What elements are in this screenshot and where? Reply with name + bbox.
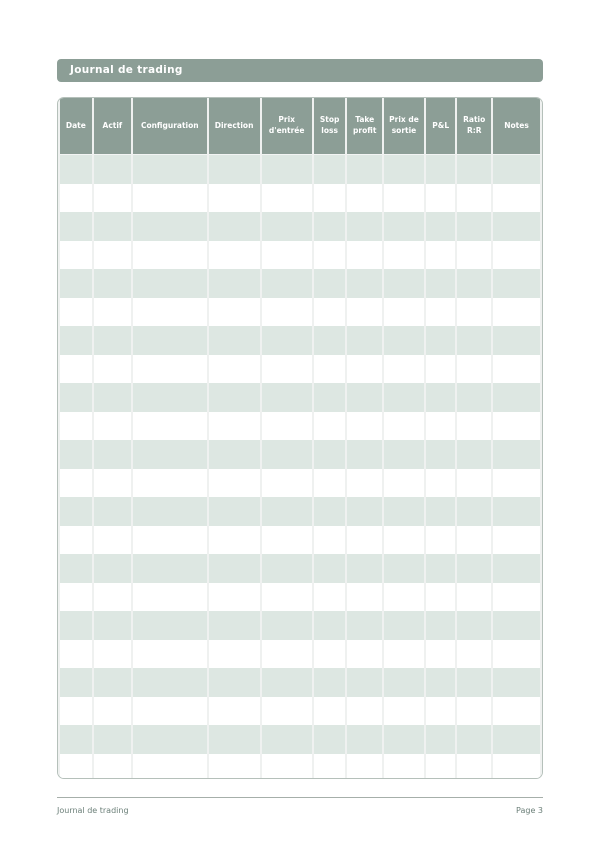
table-row [60,526,540,555]
table-cell [133,241,207,270]
table-cell [262,697,312,726]
table-cell [384,241,424,270]
table-cell [457,611,491,640]
table-row [60,212,540,241]
table-cell [209,583,260,612]
table-cell [493,611,540,640]
table-cell [426,184,455,213]
table-cell [94,241,131,270]
table-cell [133,440,207,469]
table-cell [209,155,260,184]
table-cell [314,611,346,640]
table-cell [209,412,260,441]
table-cell [347,611,382,640]
table-cell [493,583,540,612]
table-cell [493,697,540,726]
table-cell [133,526,207,555]
table-cell [94,269,131,298]
table-cell [133,298,207,327]
table-cell [384,583,424,612]
table-cell [457,269,491,298]
table-cell [384,697,424,726]
table-cell [60,640,92,669]
table-cell [384,526,424,555]
table-cell [133,184,207,213]
table-cell [133,383,207,412]
table-cell [384,212,424,241]
table-row [60,725,540,754]
table-cell [426,269,455,298]
table-cell [133,497,207,526]
table-cell [94,184,131,213]
page-footer [57,806,543,815]
table-cell [60,155,92,184]
table-cell [347,754,382,780]
table-cell [94,611,131,640]
table-cell [426,497,455,526]
table-cell [262,640,312,669]
table-cell [209,725,260,754]
table-cell [60,383,92,412]
table-cell [94,697,131,726]
table-cell [133,155,207,184]
table-cell [314,326,346,355]
table-cell [457,554,491,583]
table-cell [94,668,131,697]
table-cell [133,640,207,669]
table-cell [384,298,424,327]
table-cell [347,668,382,697]
table-cell [133,611,207,640]
table-cell [94,754,131,780]
table-cell [94,155,131,184]
table-cell [384,611,424,640]
table-cell [347,241,382,270]
table-cell [209,611,260,640]
table-cell [60,668,92,697]
table-cell [262,355,312,384]
table-cell [314,725,346,754]
table-cell [60,526,92,555]
table-cell [60,754,92,780]
table-cell [133,326,207,355]
table-cell [457,155,491,184]
table-cell [314,668,346,697]
table-cell [457,526,491,555]
trading-journal-table-container [57,97,543,779]
column-header: Ratio R:R [457,98,491,155]
table-cell [262,155,312,184]
table-cell [314,497,346,526]
table-cell [94,298,131,327]
table-cell [94,554,131,583]
table-cell [426,611,455,640]
table-cell [209,269,260,298]
table-cell [384,640,424,669]
table-cell [426,640,455,669]
table-cell [262,269,312,298]
table-cell [347,440,382,469]
table-cell [347,326,382,355]
table-cell [209,241,260,270]
table-cell [133,355,207,384]
table-cell [457,754,491,780]
table-cell [94,640,131,669]
table-cell [493,668,540,697]
table-cell [94,383,131,412]
table-cell [457,212,491,241]
table-cell [426,697,455,726]
table-cell [457,326,491,355]
trading-journal-table [58,98,542,779]
table-cell [60,497,92,526]
table-cell [262,469,312,498]
table-row [60,241,540,270]
table-cell [493,754,540,780]
table-cell [209,526,260,555]
table-cell [347,725,382,754]
table-row [60,611,540,640]
table-cell [384,269,424,298]
table-cell [384,668,424,697]
table-cell [60,298,92,327]
table-cell [94,355,131,384]
table-cell [347,269,382,298]
table-cell [94,412,131,441]
table-cell [262,725,312,754]
table-cell [493,298,540,327]
table-cell [60,583,92,612]
table-row [60,583,540,612]
table-row [60,640,540,669]
table-cell [209,383,260,412]
column-header: Actif [94,98,131,155]
table-cell [426,583,455,612]
table-cell [457,298,491,327]
column-header: Notes [493,98,540,155]
table-cell [209,640,260,669]
table-row [60,298,540,327]
table-cell [493,526,540,555]
table-cell [493,412,540,441]
table-cell [314,583,346,612]
table-cell [493,326,540,355]
table-cell [384,383,424,412]
footer-divider [57,797,543,798]
table-cell [426,241,455,270]
table-cell [133,583,207,612]
table-cell [133,212,207,241]
table-cell [209,440,260,469]
table-cell [493,640,540,669]
table-row [60,184,540,213]
table-cell [457,697,491,726]
table-row [60,469,540,498]
table-cell [384,725,424,754]
table-cell [314,469,346,498]
table-cell [314,241,346,270]
table-row [60,668,540,697]
table-cell [209,298,260,327]
table-cell [94,526,131,555]
table-cell [314,155,346,184]
table-cell [94,469,131,498]
table-cell [262,583,312,612]
table-row [60,497,540,526]
table-cell [457,355,491,384]
table-cell [426,383,455,412]
table-cell [262,298,312,327]
table-cell [493,355,540,384]
table-row [60,697,540,726]
table-cell [262,184,312,213]
table-row [60,440,540,469]
table-cell [457,241,491,270]
table-row [60,554,540,583]
table-cell [457,725,491,754]
table-cell [133,754,207,780]
table-row [60,326,540,355]
table-cell [314,212,346,241]
table-cell [384,754,424,780]
table-cell [133,697,207,726]
table-cell [457,469,491,498]
table-cell [384,440,424,469]
table-cell [347,497,382,526]
table-cell [384,184,424,213]
table-cell [457,440,491,469]
table-cell [457,184,491,213]
table-cell [262,754,312,780]
table-cell [384,554,424,583]
table-cell [493,554,540,583]
table-cell [426,440,455,469]
column-header: Date [60,98,92,155]
table-cell [426,754,455,780]
table-cell [94,440,131,469]
table-cell [426,412,455,441]
table-row [60,412,540,441]
table-cell [457,497,491,526]
table-header-row [60,98,540,155]
table-cell [133,412,207,441]
table-cell [262,611,312,640]
table-cell [347,526,382,555]
table-cell [60,326,92,355]
table-cell [347,383,382,412]
table-cell [314,440,346,469]
table-cell [133,269,207,298]
table-cell [314,355,346,384]
table-header [60,98,540,155]
table-cell [262,497,312,526]
table-cell [426,298,455,327]
table-cell [262,412,312,441]
table-cell [384,497,424,526]
column-header: P&L [426,98,455,155]
table-cell [347,298,382,327]
table-cell [384,326,424,355]
table-cell [347,184,382,213]
table-cell [209,554,260,583]
table-cell [133,725,207,754]
table-cell [426,155,455,184]
table-cell [314,184,346,213]
table-cell [209,469,260,498]
table-cell [493,212,540,241]
table-cell [426,725,455,754]
table-cell [347,355,382,384]
table-cell [457,640,491,669]
column-header: Direction [209,98,260,155]
table-cell [60,725,92,754]
table-cell [262,526,312,555]
footer-document-name: Journal de trading [57,806,129,815]
table-cell [347,469,382,498]
column-header: Configuration [133,98,207,155]
column-header: Prix d'entrée [262,98,312,155]
table-cell [347,697,382,726]
table-cell [209,668,260,697]
table-cell [457,583,491,612]
table-row [60,155,540,184]
page-title: Journal de trading [57,59,543,82]
column-header: Prix de sortie [384,98,424,155]
table-cell [94,725,131,754]
table-cell [60,554,92,583]
table-cell [347,412,382,441]
table-cell [384,355,424,384]
column-header: Take profit [347,98,382,155]
table-cell [314,383,346,412]
table-cell [94,583,131,612]
table-cell [493,383,540,412]
table-cell [60,241,92,270]
table-cell [314,526,346,555]
table-cell [94,497,131,526]
table-cell [493,155,540,184]
table-cell [209,212,260,241]
table-cell [60,355,92,384]
table-cell [347,155,382,184]
table-cell [493,241,540,270]
table-row [60,269,540,298]
table-cell [60,611,92,640]
table-cell [209,697,260,726]
table-cell [347,554,382,583]
table-cell [262,668,312,697]
table-cell [262,326,312,355]
table-cell [133,554,207,583]
table-cell [209,497,260,526]
table-cell [94,212,131,241]
table-cell [347,212,382,241]
table-cell [493,269,540,298]
table-cell [262,212,312,241]
table-cell [133,668,207,697]
table-cell [60,269,92,298]
table-cell [262,440,312,469]
table-cell [60,697,92,726]
table-cell [493,440,540,469]
table-cell [262,383,312,412]
table-cell [94,326,131,355]
table-body [60,155,540,779]
table-cell [457,383,491,412]
table-cell [314,269,346,298]
table-cell [262,241,312,270]
table-cell [209,355,260,384]
table-cell [60,469,92,498]
table-cell [426,526,455,555]
footer-page-number: Page 3 [516,806,543,815]
table-cell [457,412,491,441]
table-cell [426,355,455,384]
table-cell [384,469,424,498]
table-row [60,383,540,412]
table-cell [426,668,455,697]
table-cell [314,554,346,583]
table-cell [133,469,207,498]
table-cell [493,725,540,754]
table-cell [493,469,540,498]
table-cell [60,184,92,213]
table-cell [384,155,424,184]
table-cell [209,184,260,213]
table-cell [493,184,540,213]
table-row [60,754,540,780]
table-cell [314,412,346,441]
table-cell [60,212,92,241]
table-cell [347,583,382,612]
table-cell [262,554,312,583]
table-cell [426,554,455,583]
table-cell [314,697,346,726]
table-cell [426,469,455,498]
table-cell [60,440,92,469]
table-cell [426,212,455,241]
table-cell [209,754,260,780]
table-cell [209,326,260,355]
table-cell [347,640,382,669]
table-cell [426,326,455,355]
table-cell [314,754,346,780]
table-row [60,355,540,384]
table-cell [384,412,424,441]
table-cell [314,640,346,669]
column-header: Stop loss [314,98,346,155]
table-cell [457,668,491,697]
table-cell [60,412,92,441]
table-cell [314,298,346,327]
table-cell [493,497,540,526]
